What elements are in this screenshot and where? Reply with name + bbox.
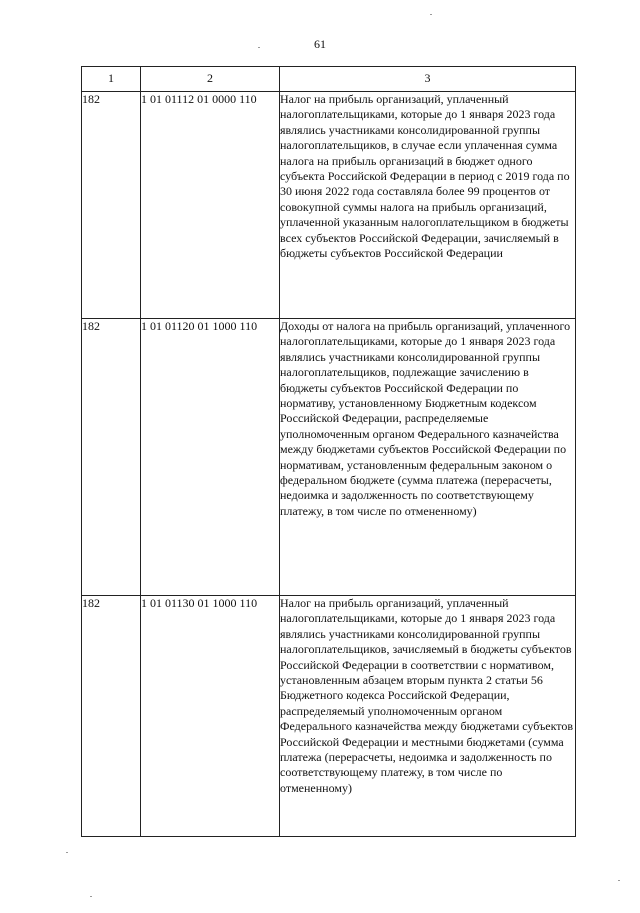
column-header-2: 2 (141, 67, 280, 92)
kbk-code-cell: 1 01 01120 01 1000 110 (141, 319, 280, 596)
description-cell: Налог на прибыль организаций, уплаченный налогоплательщиками, которые до 1 января 2023 года являлись участниками консолидированной группы налогоплательщиков, в случае если уплаченная сумма налога на прибыль организаций в бюджет одного субъекта Российской Федерации в период с 2019 года по 30 июня 2022 года составляла более 99 процентов от совокупной суммы налога на прибыль организаций, уплаченной указанным налогоплательщиком в бюджеты всех субъектов Российской Федерации, зачисляемый в бюджеты субъектов Российской Федерации (280, 92, 576, 319)
admin-code-cell: 182 (82, 596, 141, 837)
description-cell: Налог на прибыль организаций, уплаченный налогоплательщиками, которые до 1 января 2023 года являлись участниками консолидированной группы налогоплательщиков, зачисляемый в бюджеты субъектов Российской Федерации в соответствии с нормативом, установленным абзацем вторым пункта 2 статьи 56 Бюджетного кодекса Российской Федерации, распределяемый уполномоченным органом Федерального казначейства между бюджетами субъектов Российской Федерации и местными бюджетами (сумма платежа (перерасчеты, недоимка и задолженность по соответствующему платежу, в том числе по отмененному) (280, 596, 576, 837)
admin-code-cell: 182 (82, 319, 141, 596)
table-header-row (82, 67, 576, 92)
table-row (82, 596, 576, 837)
kbk-code-cell: 1 01 01112 01 0000 110 (141, 92, 280, 319)
page-number: 61 (314, 37, 326, 51)
scan-speck (90, 896, 92, 897)
scan-speck (66, 852, 68, 853)
table-row (82, 319, 576, 596)
table-row (82, 92, 576, 319)
scan-speck (258, 47, 260, 48)
scan-speck (430, 14, 432, 15)
column-header-3: 3 (280, 67, 576, 92)
budget-classification-table (81, 66, 576, 837)
kbk-code-cell: 1 01 01130 01 1000 110 (141, 596, 280, 837)
scan-speck (618, 880, 620, 881)
column-header-1: 1 (82, 67, 141, 92)
admin-code-cell: 182 (82, 92, 141, 319)
description-cell: Доходы от налога на прибыль организаций, уплаченного налогоплательщиками, которые до 1 января 2023 года являлись участниками консолидированной группы налогоплательщиков, подлежащие зачислению в бюджеты субъектов Российской Федерации по нормативу, установленному Бюджетным кодексом Российской Федерации, распределяемые уполномоченным органом Федерального казначейства между бюджетами субъектов Российской Федерации по нормативам, установленным федеральным законом о федеральном бюджете (сумма платежа (перерасчеты, недоимка и задолженность по соответствующему платежу, в том числе по отмененному) (280, 319, 576, 596)
